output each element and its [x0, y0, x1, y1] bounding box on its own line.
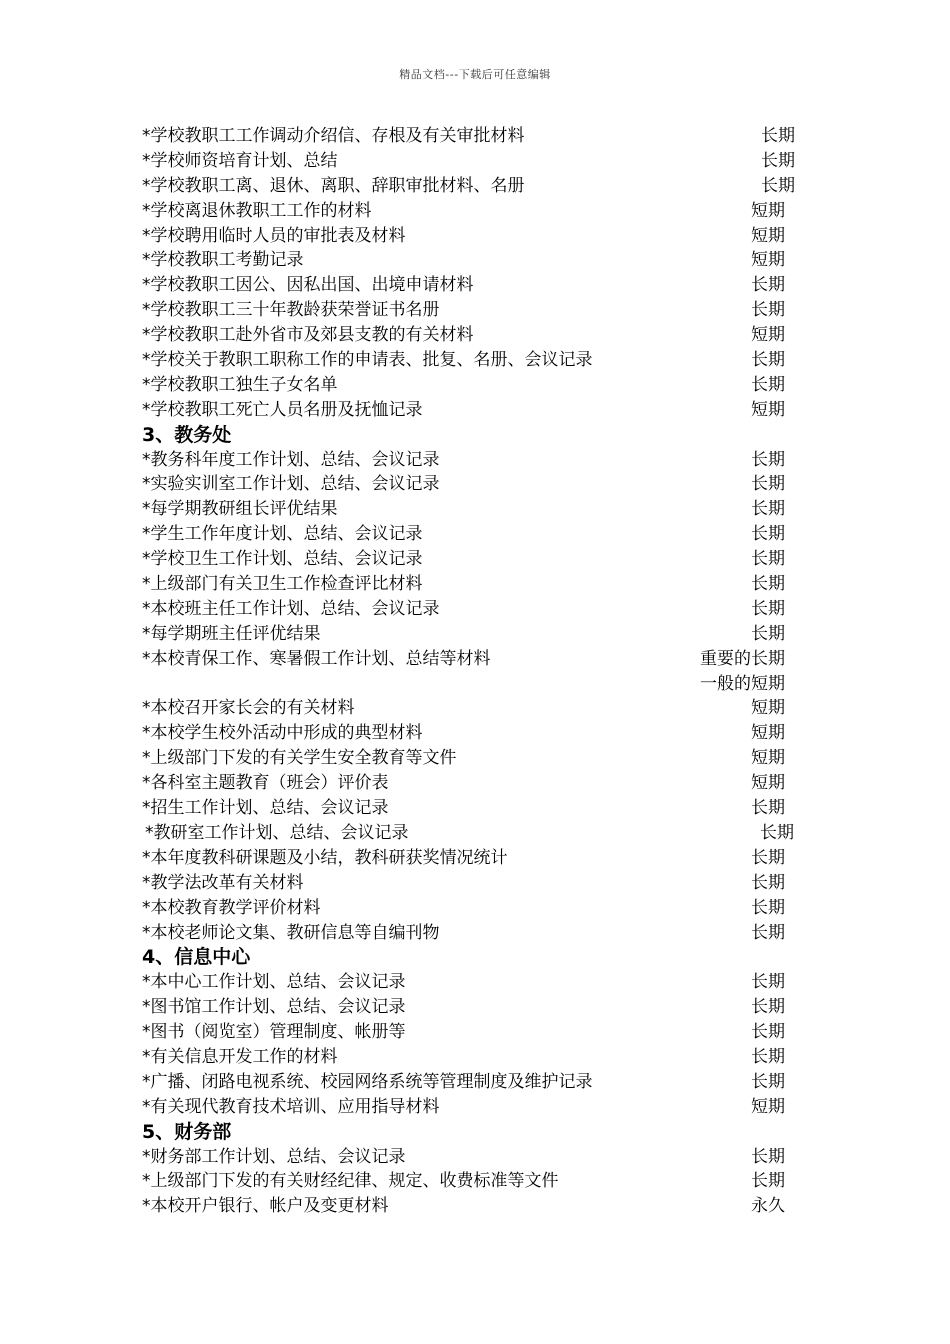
archive-item-label: *每学期教研组长评优结果 [142, 499, 338, 520]
archive-item-label: *本校班主任工作计划、总结、会议记录 [142, 598, 440, 619]
archive-item-row [142, 622, 822, 647]
archive-item-row [142, 298, 822, 323]
archive-item-label: *学校教职工三十年教龄获荣誉证书名册 [142, 300, 440, 321]
retention-period: 长期 [751, 623, 785, 644]
retention-period: 长期 [761, 126, 795, 146]
archive-item-row [142, 174, 822, 199]
archive-item-label: *学校教职工独生子女名单 [142, 374, 338, 395]
archive-item-label: *财务部工作计划、总结、会议记录 [142, 1146, 406, 1167]
archive-item-row [142, 448, 822, 473]
archive-item-row [142, 273, 822, 298]
archive-item-row [142, 597, 822, 622]
archive-item-label: *学校教职工工作调动介绍信、存根及有关审批材料 [142, 126, 525, 146]
retention-period: 短期 [751, 1096, 785, 1117]
archive-item-label: *学校教职工离、退休、离职、辞职审批材料、名册 [142, 175, 525, 196]
archive-item-row [142, 1145, 822, 1170]
section-title: 3、教务处 [142, 423, 232, 446]
retention-period: 长期 [751, 350, 785, 371]
archive-item-row [142, 995, 822, 1020]
retention-period: 长期 [751, 1146, 785, 1167]
retention-period: 重要的长期 [700, 648, 785, 669]
archive-item-label: *本校开户银行、帐户及变更材料 [142, 1196, 389, 1217]
archive-item-row [142, 323, 822, 348]
archive-item-label: *图书馆工作计划、总结、会议记录 [142, 997, 406, 1018]
archive-item-row [142, 224, 822, 249]
retention-period: 长期 [751, 549, 785, 570]
archive-item-row [142, 721, 822, 746]
retention-period: 长期 [751, 374, 785, 395]
archive-item-row [142, 1020, 822, 1045]
archive-item-label: *本校召开家长会的有关材料 [142, 698, 355, 719]
section-heading [142, 423, 822, 448]
archive-item-row [142, 796, 822, 821]
retention-period: 长期 [761, 175, 795, 196]
archive-item-row [142, 248, 822, 273]
retention-period: 长期 [751, 275, 785, 296]
document-body [142, 124, 822, 1219]
retention-period: 短期 [751, 748, 785, 769]
retention-period: 短期 [751, 698, 785, 719]
archive-item-label: *学校师资培育计划、总结 [142, 150, 338, 171]
archive-item-row [142, 821, 822, 846]
archive-item-label: *本中心工作计划、总结、会议记录 [142, 972, 406, 993]
archive-item-row [142, 746, 822, 771]
archive-item-label: *本校青保工作、寒暑假工作计划、总结等材料 [142, 648, 491, 669]
archive-item-label: *教务科年度工作计划、总结、会议记录 [142, 449, 440, 470]
retention-period: 长期 [751, 798, 785, 819]
archive-item-row [142, 647, 822, 672]
retention-period: 长期 [751, 1171, 785, 1192]
archive-item-row [142, 547, 822, 572]
archive-item-row [142, 1194, 822, 1219]
archive-item-label: *上级部门下发的有关学生安全教育等文件 [142, 748, 457, 769]
archive-item-row [142, 896, 822, 921]
retention-period: 短期 [751, 225, 785, 246]
archive-item-row [142, 871, 822, 896]
archive-item-row [142, 398, 822, 423]
retention-period: 永久 [751, 1196, 785, 1217]
retention-period: 长期 [751, 524, 785, 545]
archive-item-label: *本校学生校外活动中形成的典型材料 [142, 723, 423, 744]
archive-item-label: *图书（阅览室）管理制度、帐册等 [142, 1022, 406, 1043]
archive-item-label: *上级部门下发的有关财经纪律、规定、收费标准等文件 [142, 1171, 559, 1192]
retention-period: 长期 [761, 150, 795, 171]
archive-item-label: *学校关于教职工职称工作的申请表、批复、名册、会议记录 [142, 350, 593, 371]
archive-item-row [142, 199, 822, 224]
archive-item-label: *教研室工作计划、总结、会议记录 [145, 822, 409, 843]
retention-period: 长期 [751, 972, 785, 993]
retention-period: 长期 [751, 922, 785, 943]
retention-period: 短期 [751, 399, 785, 420]
archive-item-row [142, 572, 822, 597]
archive-item-row [142, 1045, 822, 1070]
archive-item-row [142, 1169, 822, 1194]
archive-item-label: *学校教职工考勤记录 [142, 250, 304, 271]
retention-period: 短期 [751, 325, 785, 346]
archive-item-label: *各科室主题教育（班会）评价表 [142, 773, 389, 794]
archive-item-row [142, 672, 822, 697]
archive-item-row [142, 149, 822, 174]
archive-item-label: *学校教职工因公、因私出国、出境申请材料 [142, 275, 474, 296]
retention-period: 长期 [751, 449, 785, 470]
archive-item-label: *每学期班主任评优结果 [142, 623, 321, 644]
retention-period: 长期 [751, 598, 785, 619]
retention-period: 长期 [760, 822, 794, 843]
retention-period: 长期 [751, 300, 785, 321]
retention-period: 长期 [751, 1046, 785, 1067]
archive-item-row [142, 472, 822, 497]
archive-item-row [142, 1095, 822, 1120]
section-heading [142, 1120, 822, 1145]
header-watermark: 精品文档---下载后可任意编辑 [399, 68, 551, 81]
archive-item-row [142, 497, 822, 522]
archive-item-label: *有关现代教育技术培训、应用指导材料 [142, 1096, 440, 1117]
archive-item-label: *学校聘用临时人员的审批表及材料 [142, 225, 406, 246]
retention-period: 长期 [751, 997, 785, 1018]
archive-item-label: *学校教职工赴外省市及郊县支教的有关材料 [142, 325, 474, 346]
section-title: 5、财务部 [142, 1120, 232, 1143]
archive-item-row [142, 846, 822, 871]
retention-period: 长期 [751, 474, 785, 495]
retention-period: 长期 [751, 574, 785, 595]
archive-item-row [142, 696, 822, 721]
archive-item-row [142, 771, 822, 796]
archive-item-row [142, 970, 822, 995]
retention-period: 短期 [751, 250, 785, 271]
retention-period: 一般的短期 [700, 673, 785, 694]
archive-item-label: *广播、闭路电视系统、校园网络系统等管理制度及维护记录 [142, 1071, 593, 1092]
section-heading [142, 945, 822, 970]
archive-item-label: *有关信息开发工作的材料 [142, 1046, 338, 1067]
retention-period: 长期 [751, 1071, 785, 1092]
archive-item-row [142, 522, 822, 547]
archive-item-label: *学生工作年度计划、总结、会议记录 [142, 524, 423, 545]
archive-item-label: *招生工作计划、总结、会议记录 [142, 798, 389, 819]
retention-period: 长期 [751, 499, 785, 520]
archive-item-label: *学校卫生工作计划、总结、会议记录 [142, 549, 423, 570]
archive-item-label: *本年度教科研课题及小结，教科研获奖情况统计 [142, 847, 508, 868]
archive-item-row [142, 921, 822, 946]
retention-period: 短期 [751, 723, 785, 744]
archive-item-label: *上级部门有关卫生工作检查评比材料 [142, 574, 423, 595]
archive-item-row [142, 124, 822, 149]
archive-item-row [142, 373, 822, 398]
archive-item-label: *本校教育教学评价材料 [142, 897, 321, 918]
archive-item-label: *学校离退休教职工工作的材料 [142, 200, 372, 221]
retention-period: 长期 [751, 897, 785, 918]
archive-item-label: *学校教职工死亡人员名册及抚恤记录 [142, 399, 423, 420]
section-title: 4、信息中心 [142, 946, 251, 969]
retention-period: 短期 [751, 773, 785, 794]
archive-item-row [142, 348, 822, 373]
archive-item-label: *教学法改革有关材料 [142, 872, 304, 893]
retention-period: 长期 [751, 1022, 785, 1043]
archive-item-label: *本校老师论文集、教研信息等自编刊物 [142, 922, 440, 943]
retention-period: 长期 [751, 872, 785, 893]
retention-period: 长期 [751, 847, 785, 868]
archive-item-label: *实验实训室工作计划、总结、会议记录 [142, 474, 440, 495]
retention-period: 短期 [751, 200, 785, 221]
archive-item-row [142, 1070, 822, 1095]
